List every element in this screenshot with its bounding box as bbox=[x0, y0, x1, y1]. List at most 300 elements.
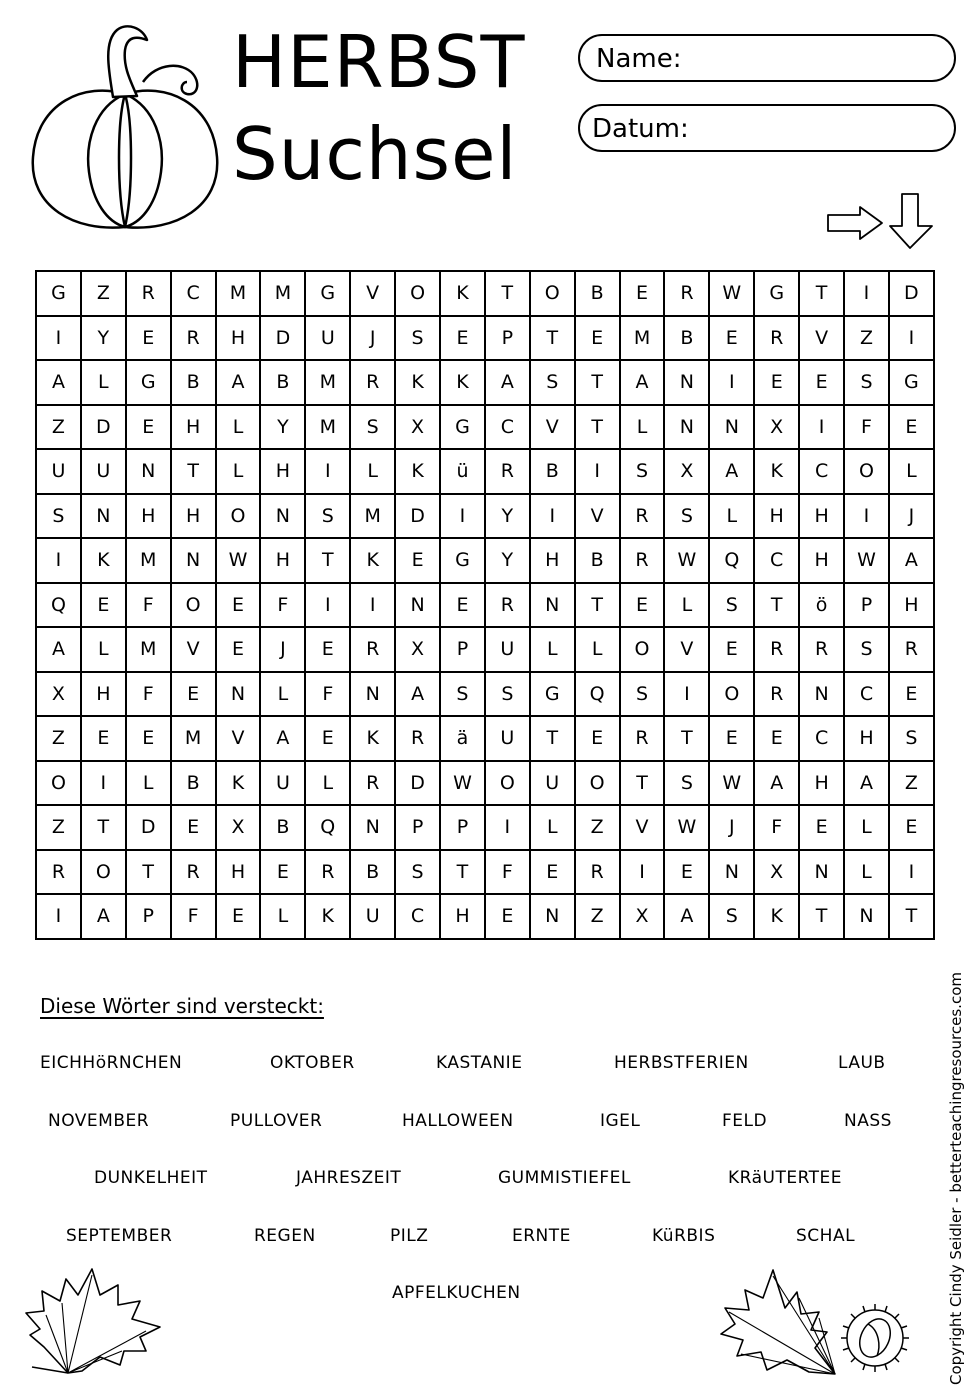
grid-cell: N bbox=[799, 672, 844, 717]
grid-cell: N bbox=[171, 538, 216, 583]
grid-cell: R bbox=[575, 850, 620, 895]
grid-cell: H bbox=[754, 494, 799, 539]
word-item: DUNKELHEIT bbox=[94, 1168, 208, 1188]
grid-cell: O bbox=[395, 271, 440, 316]
grid-cell: G bbox=[754, 271, 799, 316]
grid-cell: E bbox=[395, 538, 440, 583]
grid-cell: S bbox=[620, 672, 665, 717]
grid-cell: T bbox=[81, 805, 126, 850]
grid-cell: O bbox=[575, 761, 620, 806]
grid-cell: R bbox=[485, 583, 530, 628]
grid-cell: L bbox=[81, 360, 126, 405]
grid-cell: Z bbox=[81, 271, 126, 316]
grid-cell: F bbox=[171, 894, 216, 939]
grid-cell: L bbox=[889, 449, 934, 494]
word-item: KASTANIE bbox=[436, 1053, 523, 1073]
grid-cell: B bbox=[664, 316, 709, 361]
grid-cell: K bbox=[305, 894, 350, 939]
grid-cell: A bbox=[216, 360, 261, 405]
word-item: PULLOVER bbox=[230, 1111, 323, 1131]
grid-cell: W bbox=[664, 538, 709, 583]
grid-row bbox=[36, 538, 934, 583]
grid-cell: Z bbox=[36, 805, 81, 850]
grid-cell: R bbox=[171, 850, 216, 895]
grid-cell: O bbox=[530, 271, 575, 316]
grid-cell: X bbox=[620, 894, 665, 939]
grid-cell: E bbox=[216, 583, 261, 628]
grid-cell: C bbox=[395, 894, 440, 939]
grid-cell: U bbox=[305, 316, 350, 361]
grid-cell: S bbox=[305, 494, 350, 539]
grid-cell: L bbox=[530, 627, 575, 672]
grid-cell: T bbox=[171, 449, 216, 494]
grid-cell: R bbox=[350, 761, 395, 806]
word-item: EICHHöRNCHEN bbox=[40, 1053, 183, 1073]
grid-cell: R bbox=[350, 360, 395, 405]
grid-row bbox=[36, 583, 934, 628]
grid-cell: V bbox=[530, 405, 575, 450]
grid-cell: H bbox=[171, 494, 216, 539]
grid-cell: N bbox=[260, 494, 305, 539]
grid-cell: E bbox=[754, 360, 799, 405]
grid-cell: F bbox=[260, 583, 305, 628]
grid-cell: L bbox=[350, 449, 395, 494]
grid-row bbox=[36, 894, 934, 939]
grid-cell: M bbox=[305, 360, 350, 405]
grid-cell: I bbox=[844, 494, 889, 539]
grid-cell: G bbox=[530, 672, 575, 717]
grid-cell: O bbox=[216, 494, 261, 539]
grid-cell: E bbox=[216, 627, 261, 672]
grid-cell: H bbox=[844, 716, 889, 761]
grid-cell: U bbox=[485, 716, 530, 761]
copyright-text: Copyright Cindy Seidler - betterteachingresources.com bbox=[947, 972, 965, 1385]
grid-cell: U bbox=[81, 449, 126, 494]
grid-cell: H bbox=[530, 538, 575, 583]
grid-cell: E bbox=[305, 716, 350, 761]
grid-cell: I bbox=[664, 672, 709, 717]
grid-cell: E bbox=[889, 405, 934, 450]
grid-cell: J bbox=[889, 494, 934, 539]
pumpkin-icon bbox=[25, 22, 225, 237]
grid-cell: A bbox=[844, 761, 889, 806]
grid-cell: K bbox=[350, 716, 395, 761]
grid-cell: B bbox=[575, 271, 620, 316]
grid-cell: E bbox=[126, 316, 171, 361]
grid-cell: N bbox=[664, 360, 709, 405]
grid-cell: A bbox=[754, 761, 799, 806]
grid-cell: X bbox=[216, 805, 261, 850]
grid-cell: A bbox=[485, 360, 530, 405]
name-label: Name: bbox=[596, 44, 682, 74]
word-item: APFELKUCHEN bbox=[392, 1283, 521, 1303]
grid-cell: P bbox=[440, 805, 485, 850]
maple-leaf-icon bbox=[22, 1255, 167, 1380]
grid-cell: T bbox=[575, 583, 620, 628]
grid-cell: K bbox=[395, 449, 440, 494]
grid-cell: Q bbox=[305, 805, 350, 850]
grid-cell: R bbox=[754, 672, 799, 717]
grid-cell: H bbox=[260, 538, 305, 583]
grid-row bbox=[36, 627, 934, 672]
grid-cell: I bbox=[889, 316, 934, 361]
grid-cell: ä bbox=[440, 716, 485, 761]
grid-cell: R bbox=[620, 494, 665, 539]
grid-cell: G bbox=[440, 538, 485, 583]
grid-cell: N bbox=[216, 672, 261, 717]
grid-cell: N bbox=[350, 672, 395, 717]
grid-cell: I bbox=[36, 316, 81, 361]
grid-cell: U bbox=[36, 449, 81, 494]
grid-cell: D bbox=[126, 805, 171, 850]
grid-cell: P bbox=[485, 316, 530, 361]
word-item: KüRBIS bbox=[652, 1226, 716, 1246]
grid-cell: W bbox=[216, 538, 261, 583]
grid-cell: I bbox=[709, 360, 754, 405]
grid-cell: A bbox=[709, 449, 754, 494]
grid-cell: R bbox=[889, 627, 934, 672]
word-item: ERNTE bbox=[512, 1226, 571, 1246]
grid-cell: T bbox=[575, 360, 620, 405]
grid-row bbox=[36, 494, 934, 539]
grid-cell: F bbox=[754, 805, 799, 850]
grid-cell: V bbox=[620, 805, 665, 850]
grid-cell: L bbox=[126, 761, 171, 806]
grid-cell: B bbox=[260, 805, 305, 850]
grid-cell: U bbox=[260, 761, 305, 806]
grid-cell: Y bbox=[260, 405, 305, 450]
grid-cell: K bbox=[440, 360, 485, 405]
grid-cell: R bbox=[485, 449, 530, 494]
grid-cell: L bbox=[260, 672, 305, 717]
grid-cell: G bbox=[889, 360, 934, 405]
word-item: HALLOWEEN bbox=[402, 1111, 514, 1131]
title-line-1: HERBST bbox=[232, 20, 526, 104]
grid-cell: M bbox=[126, 538, 171, 583]
grid-cell: A bbox=[36, 360, 81, 405]
grid-cell: F bbox=[126, 672, 171, 717]
grid-cell: J bbox=[260, 627, 305, 672]
grid-cell: L bbox=[260, 894, 305, 939]
grid-cell: O bbox=[36, 761, 81, 806]
grid-cell: I bbox=[575, 449, 620, 494]
grid-cell: Y bbox=[81, 316, 126, 361]
grid-cell: E bbox=[440, 316, 485, 361]
word-item: NASS bbox=[844, 1111, 892, 1131]
grid-cell: T bbox=[530, 716, 575, 761]
grid-cell: N bbox=[81, 494, 126, 539]
grid-cell: P bbox=[440, 627, 485, 672]
grid-cell: B bbox=[171, 360, 216, 405]
grid-cell: Q bbox=[709, 538, 754, 583]
grid-cell: F bbox=[844, 405, 889, 450]
grid-cell: N bbox=[530, 894, 575, 939]
grid-row bbox=[36, 316, 934, 361]
grid-cell: ö bbox=[799, 583, 844, 628]
grid-cell: R bbox=[620, 716, 665, 761]
words-heading: Diese Wörter sind versteckt: bbox=[40, 994, 324, 1018]
grid-cell: G bbox=[126, 360, 171, 405]
grid-cell: A bbox=[664, 894, 709, 939]
grid-cell: C bbox=[485, 405, 530, 450]
grid-cell: K bbox=[81, 538, 126, 583]
grid-cell: V bbox=[799, 316, 844, 361]
grid-cell: D bbox=[889, 271, 934, 316]
grid-cell: H bbox=[216, 850, 261, 895]
grid-cell: T bbox=[126, 850, 171, 895]
grid-cell: N bbox=[664, 405, 709, 450]
grid-cell: E bbox=[799, 805, 844, 850]
grid-cell: I bbox=[844, 271, 889, 316]
grid-cell: I bbox=[889, 850, 934, 895]
grid-cell: W bbox=[709, 271, 754, 316]
grid-cell: S bbox=[844, 360, 889, 405]
grid-cell: S bbox=[889, 716, 934, 761]
grid-cell: X bbox=[664, 449, 709, 494]
grid-cell: R bbox=[799, 627, 844, 672]
grid-cell: E bbox=[620, 583, 665, 628]
grid-cell: I bbox=[485, 805, 530, 850]
grid-cell: N bbox=[844, 894, 889, 939]
grid-cell: L bbox=[709, 494, 754, 539]
grid-cell: E bbox=[754, 716, 799, 761]
grid-cell: C bbox=[754, 538, 799, 583]
grid-cell: M bbox=[216, 271, 261, 316]
grid-cell: Q bbox=[36, 583, 81, 628]
grid-cell: Z bbox=[36, 716, 81, 761]
grid-cell: S bbox=[844, 627, 889, 672]
grid-cell: Z bbox=[844, 316, 889, 361]
word-item: REGEN bbox=[254, 1226, 316, 1246]
grid-cell: B bbox=[260, 360, 305, 405]
grid-cell: R bbox=[350, 627, 395, 672]
grid-cell: E bbox=[126, 405, 171, 450]
grid-cell: O bbox=[81, 850, 126, 895]
grid-cell: I bbox=[799, 405, 844, 450]
grid-cell: I bbox=[305, 583, 350, 628]
grid-cell: S bbox=[395, 316, 440, 361]
grid-cell: N bbox=[395, 583, 440, 628]
word-item: GUMMISTIEFEL bbox=[498, 1168, 631, 1188]
grid-cell: X bbox=[395, 405, 440, 450]
grid-cell: L bbox=[216, 449, 261, 494]
grid-cell: W bbox=[440, 761, 485, 806]
grid-cell: E bbox=[485, 894, 530, 939]
arrow-down-icon bbox=[888, 192, 934, 250]
grid-cell: E bbox=[530, 850, 575, 895]
grid-cell: X bbox=[754, 850, 799, 895]
grid-cell: K bbox=[395, 360, 440, 405]
chestnut-icon bbox=[835, 1298, 915, 1378]
grid-cell: H bbox=[216, 316, 261, 361]
word-item: SEPTEMBER bbox=[66, 1226, 173, 1246]
grid-cell: Q bbox=[575, 672, 620, 717]
grid-cell: A bbox=[395, 672, 440, 717]
grid-cell: L bbox=[305, 761, 350, 806]
name-field[interactable] bbox=[578, 34, 956, 82]
grid-cell: H bbox=[171, 405, 216, 450]
word-item: SCHAL bbox=[796, 1226, 856, 1246]
grid-cell: J bbox=[709, 805, 754, 850]
grid-cell: S bbox=[664, 761, 709, 806]
grid-cell: R bbox=[126, 271, 171, 316]
grid-cell: L bbox=[575, 627, 620, 672]
grid-cell: E bbox=[709, 716, 754, 761]
grid-cell: G bbox=[440, 405, 485, 450]
grid-cell: D bbox=[260, 316, 305, 361]
word-item: IGEL bbox=[600, 1111, 641, 1131]
grid-cell: F bbox=[485, 850, 530, 895]
grid-cell: K bbox=[754, 894, 799, 939]
grid-cell: E bbox=[216, 894, 261, 939]
grid-cell: D bbox=[395, 494, 440, 539]
word-item: NOVEMBER bbox=[48, 1111, 150, 1131]
date-label: Datum: bbox=[592, 114, 689, 144]
grid-cell: H bbox=[81, 672, 126, 717]
grid-cell: R bbox=[754, 316, 799, 361]
grid-cell: O bbox=[709, 672, 754, 717]
grid-cell: E bbox=[81, 583, 126, 628]
grid-cell: E bbox=[305, 627, 350, 672]
grid-cell: H bbox=[126, 494, 171, 539]
grid-cell: E bbox=[171, 805, 216, 850]
grid-cell: F bbox=[305, 672, 350, 717]
grid-cell: E bbox=[709, 627, 754, 672]
grid-row bbox=[36, 449, 934, 494]
grid-row bbox=[36, 672, 934, 717]
grid-cell: S bbox=[440, 672, 485, 717]
grid-cell: T bbox=[754, 583, 799, 628]
grid-cell: N bbox=[126, 449, 171, 494]
grid-cell: A bbox=[81, 894, 126, 939]
grid-cell: B bbox=[171, 761, 216, 806]
grid-cell: L bbox=[81, 627, 126, 672]
grid-row bbox=[36, 805, 934, 850]
grid-cell: H bbox=[260, 449, 305, 494]
date-field[interactable] bbox=[578, 104, 956, 152]
grid-row bbox=[36, 850, 934, 895]
grid-cell: N bbox=[530, 583, 575, 628]
grid-cell: V bbox=[664, 627, 709, 672]
grid-cell: E bbox=[709, 316, 754, 361]
grid-cell: E bbox=[664, 850, 709, 895]
grid-cell: G bbox=[305, 271, 350, 316]
grid-cell: T bbox=[485, 271, 530, 316]
grid-row bbox=[36, 271, 934, 316]
grid-cell: G bbox=[36, 271, 81, 316]
grid-cell: E bbox=[575, 716, 620, 761]
grid-cell: E bbox=[889, 672, 934, 717]
grid-cell: X bbox=[395, 627, 440, 672]
grid-cell: E bbox=[575, 316, 620, 361]
grid-row bbox=[36, 405, 934, 450]
grid-row bbox=[36, 360, 934, 405]
grid-cell: U bbox=[485, 627, 530, 672]
grid-cell: J bbox=[350, 316, 395, 361]
grid-cell: Z bbox=[36, 405, 81, 450]
grid-cell: M bbox=[171, 716, 216, 761]
grid-cell: D bbox=[81, 405, 126, 450]
grid-cell: R bbox=[36, 850, 81, 895]
grid-cell: O bbox=[844, 449, 889, 494]
grid-cell: P bbox=[126, 894, 171, 939]
grid-cell: R bbox=[305, 850, 350, 895]
grid-cell: E bbox=[126, 716, 171, 761]
grid-cell: P bbox=[844, 583, 889, 628]
grid-cell: N bbox=[350, 805, 395, 850]
grid-cell: E bbox=[171, 672, 216, 717]
grid-cell: I bbox=[350, 583, 395, 628]
grid-cell: S bbox=[530, 360, 575, 405]
grid-cell: M bbox=[260, 271, 305, 316]
grid-cell: A bbox=[889, 538, 934, 583]
word-item: OKTOBER bbox=[270, 1053, 355, 1073]
grid-cell: K bbox=[350, 538, 395, 583]
word-item: JAHRESZEIT bbox=[296, 1168, 402, 1188]
word-item: KRäUTERTEE bbox=[728, 1168, 843, 1188]
grid-cell: M bbox=[350, 494, 395, 539]
grid-cell: L bbox=[664, 583, 709, 628]
word-item: LAUB bbox=[838, 1053, 886, 1073]
grid-cell: Y bbox=[485, 494, 530, 539]
grid-cell: L bbox=[620, 405, 665, 450]
grid-cell: X bbox=[36, 672, 81, 717]
title-line-2: Suchsel bbox=[232, 112, 518, 196]
grid-cell: R bbox=[664, 271, 709, 316]
grid-cell: F bbox=[126, 583, 171, 628]
grid-cell: H bbox=[799, 761, 844, 806]
grid-cell: A bbox=[36, 627, 81, 672]
grid-cell: S bbox=[709, 894, 754, 939]
grid-cell: S bbox=[664, 494, 709, 539]
word-search-grid bbox=[35, 270, 935, 940]
grid-cell: B bbox=[575, 538, 620, 583]
grid-cell: A bbox=[260, 716, 305, 761]
grid-cell: C bbox=[844, 672, 889, 717]
grid-cell: ü bbox=[440, 449, 485, 494]
grid-cell: L bbox=[216, 405, 261, 450]
grid-cell: T bbox=[440, 850, 485, 895]
grid-cell: S bbox=[485, 672, 530, 717]
grid-cell: E bbox=[440, 583, 485, 628]
grid-cell: H bbox=[889, 583, 934, 628]
grid-cell: E bbox=[889, 805, 934, 850]
grid-cell: V bbox=[350, 271, 395, 316]
grid-cell: H bbox=[799, 494, 844, 539]
grid-cell: O bbox=[171, 583, 216, 628]
grid-cell: U bbox=[350, 894, 395, 939]
grid-cell: B bbox=[350, 850, 395, 895]
grid-cell: O bbox=[485, 761, 530, 806]
grid-cell: R bbox=[395, 716, 440, 761]
grid-cell: K bbox=[754, 449, 799, 494]
grid-cell: E bbox=[620, 271, 665, 316]
grid-cell: M bbox=[305, 405, 350, 450]
grid-cell: I bbox=[530, 494, 575, 539]
grid-cell: S bbox=[36, 494, 81, 539]
grid-cell: H bbox=[799, 538, 844, 583]
arrow-right-icon bbox=[826, 205, 884, 241]
grid-cell: D bbox=[395, 761, 440, 806]
grid-cell: L bbox=[844, 805, 889, 850]
grid-cell: V bbox=[171, 627, 216, 672]
grid-cell: T bbox=[664, 716, 709, 761]
grid-cell: I bbox=[305, 449, 350, 494]
grid-cell: K bbox=[440, 271, 485, 316]
grid-row bbox=[36, 761, 934, 806]
grid-cell: W bbox=[844, 538, 889, 583]
grid-cell: H bbox=[440, 894, 485, 939]
